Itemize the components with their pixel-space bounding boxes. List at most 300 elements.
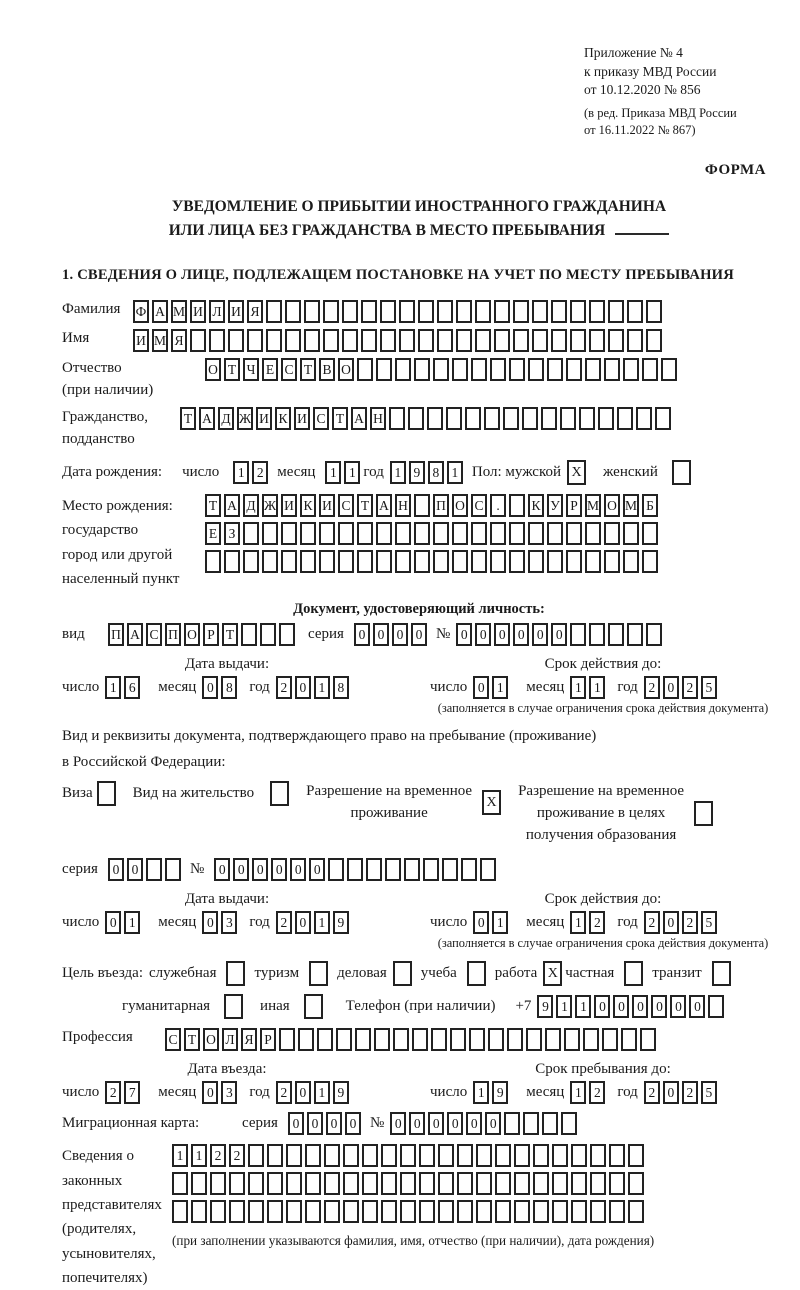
birthdate-month-label: месяц: [277, 463, 316, 480]
char-box-filled: 1: [575, 995, 591, 1018]
identity-doc-heading: Документ, удостоверяющий личность:: [293, 601, 545, 618]
char-box-filled: 0: [105, 911, 121, 934]
char-box-filled: 2: [276, 676, 292, 699]
char-box-filled: С: [313, 407, 329, 430]
char-box-empty: [450, 1028, 466, 1051]
birthplace-boxes-row3: [205, 550, 661, 573]
char-box-empty: [561, 1112, 577, 1135]
char-box-empty: [552, 1172, 568, 1195]
doc-series-boxes: [354, 623, 430, 646]
char-box-empty: [433, 550, 449, 573]
entry-month: [202, 1081, 240, 1104]
purpose-business-checkbox: [393, 961, 412, 986]
char-box-empty: [418, 300, 434, 323]
entry-purpose-row: [62, 961, 776, 986]
legal-reps-label: Сведения о законных представителях (родителях, усыновителях, попечителях): [62, 1148, 162, 1286]
entry-day: [105, 1081, 143, 1104]
char-box-filled: 8: [428, 461, 444, 484]
char-box-empty: [623, 522, 639, 545]
char-box-filled: 1: [589, 676, 605, 699]
firstname-label: Имя: [62, 329, 90, 346]
sex-male-checkbox: X: [567, 460, 586, 485]
char-box-empty: [640, 1028, 656, 1051]
char-box-empty: [324, 1144, 340, 1167]
sex-female-label: женский: [603, 463, 658, 480]
char-box-empty: [224, 550, 240, 573]
char-box-empty: [513, 300, 529, 323]
char-box-filled: И: [256, 407, 272, 430]
char-box-empty: [438, 1172, 454, 1195]
char-box-empty: [262, 550, 278, 573]
char-box-empty: [585, 522, 601, 545]
char-box-filled: А: [127, 623, 143, 646]
temp-residence-option: Разрешение на временное проживание X: [306, 781, 504, 825]
citizenship-row: [62, 407, 776, 451]
char-box-filled: М: [623, 494, 639, 517]
char-box-empty: [262, 522, 278, 545]
doc-number-boxes: [456, 623, 665, 646]
char-box-empty: [446, 407, 462, 430]
char-box-filled: 0: [485, 1112, 501, 1135]
char-box-empty: [490, 358, 506, 381]
char-box-empty: [317, 1028, 333, 1051]
char-box-empty: [564, 1028, 580, 1051]
char-box-empty: [400, 1144, 416, 1167]
char-box-empty: [627, 300, 643, 323]
char-box-empty: [437, 300, 453, 323]
form-label: ФОРМА: [704, 161, 766, 178]
edu-residence-checkbox: [694, 801, 713, 826]
char-box-empty: [191, 1200, 207, 1223]
char-box-empty: [248, 1144, 264, 1167]
char-box-empty: [357, 522, 373, 545]
char-box-empty: [514, 1172, 530, 1195]
char-box-empty: [528, 358, 544, 381]
char-box-filled: Н: [395, 494, 411, 517]
char-box-empty: [604, 550, 620, 573]
char-box-filled: З: [224, 522, 240, 545]
purpose-item-label: работа: [494, 965, 538, 982]
char-box-empty: [566, 522, 582, 545]
char-box-filled: 0: [214, 858, 230, 881]
char-box-filled: 2: [589, 911, 605, 934]
purpose-item-label: гуманитарная: [122, 998, 211, 1015]
char-box-filled: 2: [644, 1081, 660, 1104]
residence-issue-day: [105, 911, 143, 934]
char-box-filled: 2: [210, 1144, 226, 1167]
char-box-empty: [509, 494, 525, 517]
char-box-empty: [532, 329, 548, 352]
char-box-empty: [604, 522, 620, 545]
residence-valid-note: (заполняется в случае ограничения срока действия документа): [437, 936, 769, 951]
char-box-empty: [488, 1028, 504, 1051]
char-box-empty: [452, 522, 468, 545]
char-box-empty: [490, 522, 506, 545]
char-box-filled: 0: [127, 858, 143, 881]
char-box-filled: А: [376, 494, 392, 517]
char-box-empty: [570, 300, 586, 323]
char-box-filled: Ф: [133, 300, 149, 323]
char-box-filled: 0: [390, 1112, 406, 1135]
char-box-filled: С: [165, 1028, 181, 1051]
char-box-filled: 0: [409, 1112, 425, 1135]
char-box-empty: [471, 358, 487, 381]
char-box-empty: [504, 1112, 520, 1135]
stay-day: [473, 1081, 511, 1104]
char-box-empty: [617, 407, 633, 430]
char-box-filled: 9: [333, 1081, 349, 1104]
char-box-filled: 0: [373, 623, 389, 646]
char-box-empty: [172, 1200, 188, 1223]
purpose-item-label: служебная: [148, 965, 217, 982]
char-box-empty: [380, 300, 396, 323]
char-box-empty: [533, 1172, 549, 1195]
char-box-empty: [205, 550, 221, 573]
char-box-empty: [661, 358, 677, 381]
char-box-empty: [347, 858, 363, 881]
char-box-empty: [627, 623, 643, 646]
char-box-filled: С: [146, 623, 162, 646]
char-box-empty: [570, 623, 586, 646]
birthplace-label: Место рождения: государство город или другой населенный пункт: [62, 497, 180, 587]
profession-row: [62, 1028, 776, 1051]
char-box-empty: [279, 623, 295, 646]
char-box-empty: [646, 623, 662, 646]
char-box-empty: [609, 1144, 625, 1167]
char-box-empty: [328, 858, 344, 881]
char-box-filled: А: [199, 407, 215, 430]
char-box-empty: [571, 1200, 587, 1223]
birthdate-year-label: год: [363, 463, 384, 480]
char-box-empty: [304, 329, 320, 352]
char-box-empty: [248, 1172, 264, 1195]
char-box-filled: 0: [428, 1112, 444, 1135]
residence-paragraph: Вид и реквизиты документа, подтверждающего право на пребывание (проживание) в Российской Федерации:: [62, 728, 597, 770]
char-box-empty: [285, 329, 301, 352]
char-box-empty: [361, 329, 377, 352]
char-box-empty: [566, 550, 582, 573]
char-box-filled: П: [108, 623, 124, 646]
birthplace-boxes-col: [205, 494, 661, 578]
char-box-empty: [343, 1172, 359, 1195]
birthdate-day-boxes: [233, 461, 271, 484]
visa-checkbox: [97, 781, 116, 806]
char-box-empty: [355, 1028, 371, 1051]
char-box-empty: [260, 623, 276, 646]
purpose-transit-checkbox: [712, 961, 731, 986]
char-box-empty: [243, 522, 259, 545]
char-box-filled: 1: [344, 461, 360, 484]
stay-until-heading: Срок пребывания до:: [535, 1061, 671, 1078]
char-box-empty: [433, 522, 449, 545]
doc-valid-heading: Срок действия до:: [544, 656, 662, 673]
char-box-empty: [552, 1144, 568, 1167]
char-box-empty: [304, 300, 320, 323]
char-box-filled: 0: [532, 623, 548, 646]
char-box-filled: М: [152, 329, 168, 352]
char-box-empty: [338, 550, 354, 573]
char-box-empty: [475, 300, 491, 323]
char-box-empty: [547, 550, 563, 573]
doc-valid-day: [473, 676, 511, 699]
char-box-empty: [385, 858, 401, 881]
char-box-filled: С: [281, 358, 297, 381]
char-box-filled: 2: [276, 1081, 292, 1104]
char-box-empty: [305, 1200, 321, 1223]
char-box-filled: 2: [644, 911, 660, 934]
char-box-empty: [589, 300, 605, 323]
char-box-empty: [366, 858, 382, 881]
char-box-filled: К: [275, 407, 291, 430]
char-box-filled: М: [585, 494, 601, 517]
char-box-filled: Е: [262, 358, 278, 381]
char-box-filled: 1: [124, 911, 140, 934]
char-box-empty: [266, 300, 282, 323]
temp-residence-checkbox: X: [482, 790, 501, 815]
document-title: [62, 195, 776, 243]
residence-series-boxes: [108, 858, 184, 881]
migration-number-boxes: [390, 1112, 580, 1135]
char-box-empty: [480, 858, 496, 881]
char-box-empty: [286, 1172, 302, 1195]
char-box-filled: Ж: [237, 407, 253, 430]
char-box-empty: [286, 1200, 302, 1223]
char-box-empty: [533, 1144, 549, 1167]
char-box-filled: А: [152, 300, 168, 323]
char-box-filled: 2: [644, 676, 660, 699]
char-box-empty: [381, 1200, 397, 1223]
char-box-empty: [457, 1200, 473, 1223]
birthplace-row: [62, 494, 776, 591]
char-box-empty: [414, 494, 430, 517]
char-box-empty: [442, 858, 458, 881]
char-box-filled: 1: [447, 461, 463, 484]
char-box-filled: 0: [651, 995, 667, 1018]
char-box-empty: [438, 1200, 454, 1223]
char-box-empty: [286, 1144, 302, 1167]
purpose-work-checkbox: X: [543, 961, 562, 986]
entry-date-row: Дата въезда: число 2 7 месяц 0 3 год 2 0 1 9 Срок пребывания до: число 1 9 месяц 1 2 год 2 0 2 5: [62, 1061, 776, 1104]
char-box-filled: 5: [701, 676, 717, 699]
char-box-empty: [589, 623, 605, 646]
char-box-empty: [655, 407, 671, 430]
char-box-filled: Т: [332, 407, 348, 430]
char-box-filled: Т: [205, 494, 221, 517]
char-box-filled: 3: [221, 911, 237, 934]
purpose-item-label: иная: [260, 998, 290, 1015]
char-box-filled: 0: [670, 995, 686, 1018]
char-box-filled: 0: [309, 858, 325, 881]
char-box-empty: [628, 1144, 644, 1167]
char-box-empty: [465, 407, 481, 430]
migration-card-row: [62, 1112, 776, 1135]
char-box-empty: [545, 1028, 561, 1051]
migration-number-label: №: [369, 1115, 385, 1132]
purpose-study-checkbox: [467, 961, 486, 986]
char-box-empty: [267, 1144, 283, 1167]
residence-doc-row: [62, 858, 776, 881]
char-box-empty: [362, 1172, 378, 1195]
char-box-filled: 0: [392, 623, 408, 646]
char-box-filled: 0: [663, 911, 679, 934]
char-box-empty: [393, 1028, 409, 1051]
char-box-filled: 1: [570, 1081, 586, 1104]
doc-issue-year: [276, 676, 352, 699]
migration-card-label: Миграционная карта:: [62, 1115, 200, 1132]
char-box-filled: О: [604, 494, 620, 517]
char-box-filled: 2: [105, 1081, 121, 1104]
char-box-filled: 2: [276, 911, 292, 934]
char-box-filled: П: [165, 623, 181, 646]
char-box-filled: 1: [570, 911, 586, 934]
surname-label: Фамилия: [62, 300, 121, 317]
doc-kind-boxes: [108, 623, 298, 646]
char-box-filled: 9: [333, 911, 349, 934]
char-box-filled: 0: [295, 911, 311, 934]
doc-kind-label: вид: [62, 625, 85, 642]
char-box-filled: И: [228, 300, 244, 323]
char-box-filled: Т: [180, 407, 196, 430]
char-box-filled: 1: [314, 911, 330, 934]
char-box-empty: [438, 1144, 454, 1167]
char-box-empty: [507, 1028, 523, 1051]
char-box-filled: 0: [307, 1112, 323, 1135]
char-box-empty: [495, 1200, 511, 1223]
appendix-line: от 10.12.2020 № 856: [584, 82, 701, 98]
char-box-empty: [646, 329, 662, 352]
char-box-empty: [229, 1200, 245, 1223]
char-box-filled: .: [490, 494, 506, 517]
char-box-filled: 0: [233, 858, 249, 881]
doc-issue-day: [105, 676, 143, 699]
char-box-empty: [528, 550, 544, 573]
residence-issue-heading: Дата выдачи:: [184, 891, 270, 908]
char-box-empty: [300, 550, 316, 573]
char-box-filled: 1: [390, 461, 406, 484]
char-box-filled: 0: [466, 1112, 482, 1135]
char-box-empty: [228, 329, 244, 352]
char-box-empty: [146, 858, 162, 881]
char-box-empty: [418, 329, 434, 352]
firstname-row: [62, 329, 776, 352]
residence-valid-day: [473, 911, 511, 934]
char-box-empty: [522, 407, 538, 430]
phone-label: Телефон (при наличии): [345, 998, 496, 1015]
birthdate-label: Дата рождения:: [62, 463, 163, 480]
char-box-empty: [243, 550, 259, 573]
char-box-filled: А: [351, 407, 367, 430]
char-box-empty: [509, 550, 525, 573]
char-box-empty: [376, 358, 392, 381]
char-box-filled: 0: [202, 911, 218, 934]
char-box-filled: 0: [252, 858, 268, 881]
char-box-empty: [414, 358, 430, 381]
residence-valid-year: [644, 911, 720, 934]
legal-reps-note: (при заполнении указываются фамилия, имя, отчество (при наличии), дата рождения): [172, 1233, 655, 1249]
char-box-empty: [357, 550, 373, 573]
doc-number-label: №: [435, 625, 451, 642]
purpose-tourism-checkbox: [309, 961, 328, 986]
char-box-empty: [305, 1172, 321, 1195]
char-box-empty: [646, 300, 662, 323]
char-box-filled: Л: [222, 1028, 238, 1051]
patronymic-boxes: [205, 358, 680, 381]
amendment-line: от 16.11.2022 № 867): [584, 123, 696, 138]
citizenship-label: Гражданство, подданство: [62, 409, 149, 448]
char-box-filled: 1: [314, 676, 330, 699]
char-box-empty: [598, 407, 614, 430]
char-box-filled: 0: [271, 858, 287, 881]
char-box-empty: [566, 358, 582, 381]
char-box-empty: [513, 329, 529, 352]
char-box-filled: 2: [682, 911, 698, 934]
char-box-empty: [419, 1200, 435, 1223]
char-box-empty: [305, 1144, 321, 1167]
char-box-filled: 5: [701, 1081, 717, 1104]
char-box-empty: [362, 1200, 378, 1223]
char-box-empty: [452, 550, 468, 573]
entry-year: [276, 1081, 352, 1104]
purpose-item-label: туризм: [254, 965, 300, 982]
char-box-filled: Т: [224, 358, 240, 381]
char-box-empty: [628, 1200, 644, 1223]
char-box-empty: [495, 1144, 511, 1167]
char-box-filled: 0: [456, 623, 472, 646]
char-box-filled: 1: [233, 461, 249, 484]
profession-label: Профессия: [62, 1029, 133, 1046]
char-box-empty: [642, 358, 658, 381]
char-box-filled: Я: [247, 300, 263, 323]
char-box-empty: [427, 407, 443, 430]
char-box-empty: [590, 1172, 606, 1195]
char-box-filled: 0: [345, 1112, 361, 1135]
char-box-empty: [408, 407, 424, 430]
char-box-filled: 3: [221, 1081, 237, 1104]
char-box-filled: 0: [473, 911, 489, 934]
char-box-filled: 0: [354, 623, 370, 646]
char-box-empty: [503, 407, 519, 430]
char-box-empty: [281, 522, 297, 545]
title-line-1: УВЕДОМЛЕНИЕ О ПРИБЫТИИ ИНОСТРАННОГО ГРАЖДАНИНА: [171, 197, 667, 215]
purpose-label: Цель въезда:: [62, 965, 143, 982]
birthplace-boxes-row2: [205, 522, 661, 545]
char-box-empty: [590, 1144, 606, 1167]
legal-reps-boxes-row1: [172, 1144, 654, 1167]
char-box-filled: 1: [556, 995, 572, 1018]
appendix-line: к приказу МВД России: [584, 63, 717, 79]
char-box-empty: [376, 550, 392, 573]
char-box-filled: И: [133, 329, 149, 352]
char-box-empty: [361, 300, 377, 323]
char-box-filled: Е: [205, 522, 221, 545]
char-box-filled: Р: [566, 494, 582, 517]
residence-valid-month: [570, 911, 608, 934]
entry-date-heading: Дата въезда:: [187, 1061, 267, 1078]
char-box-empty: [608, 329, 624, 352]
doc-valid-month: [570, 676, 608, 699]
char-box-filled: 8: [221, 676, 237, 699]
char-box-empty: [266, 329, 282, 352]
stay-month: [570, 1081, 608, 1104]
char-box-empty: [469, 1028, 485, 1051]
char-box-empty: [380, 329, 396, 352]
char-box-empty: [342, 329, 358, 352]
char-box-filled: Р: [203, 623, 219, 646]
char-box-empty: [532, 300, 548, 323]
doc-valid-note: (заполняется в случае ограничения срока действия документа): [437, 701, 769, 716]
char-box-empty: [514, 1200, 530, 1223]
char-box-filled: 2: [252, 461, 268, 484]
